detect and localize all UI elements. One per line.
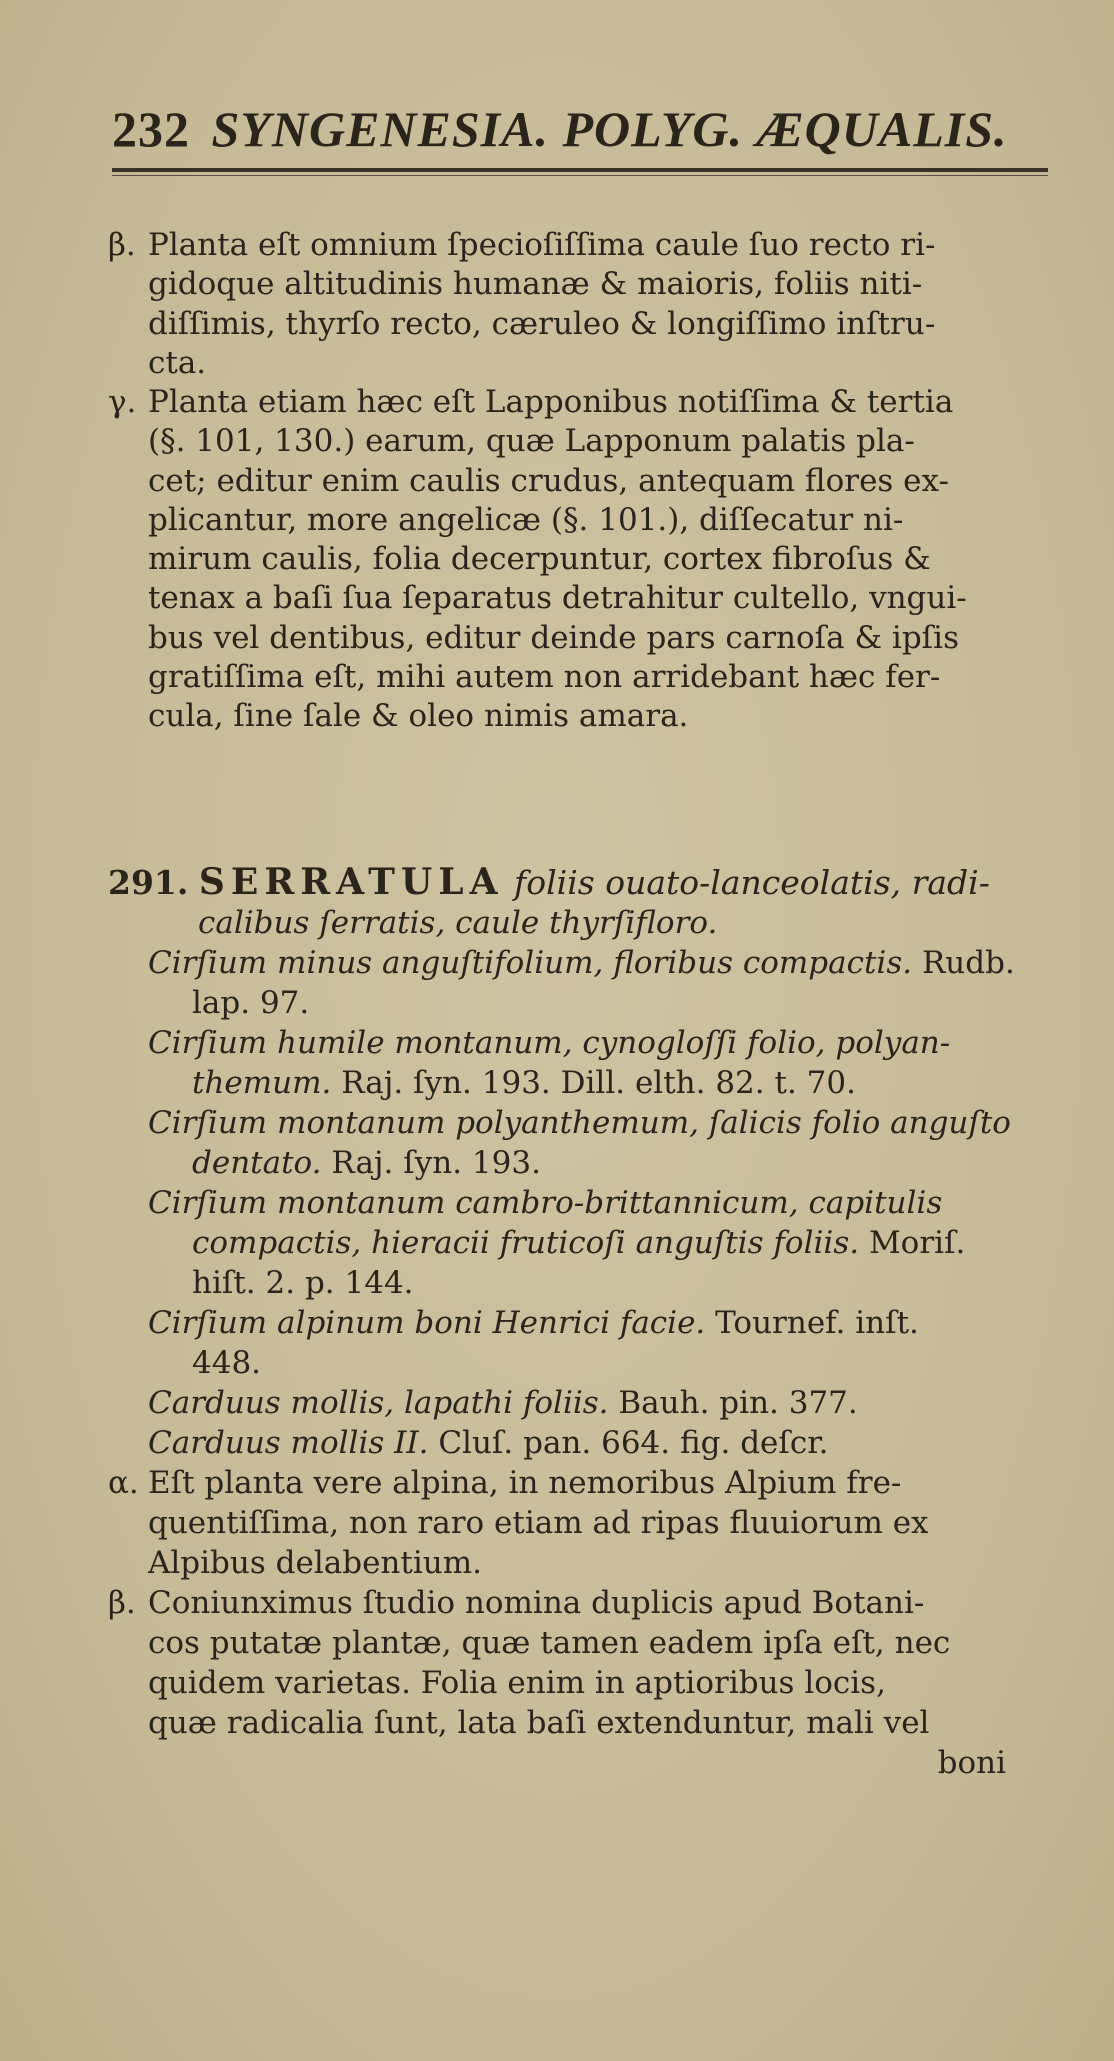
synonym-cont: compactis, hieracii fruticoſi anguſtis foliis. Moriſ. xyxy=(192,1225,966,1261)
synonym-cont: themum. Raj. ſyn. 193. Dill. elth. 82. t. 70. xyxy=(192,1065,856,1101)
diagnosis: foliis ouato-lanceolatis, radi- xyxy=(514,863,990,902)
synonym: Carduus mollis II. Cluſ. pan. 664. fig. deſcr. xyxy=(148,1425,829,1461)
synonym: Cirſium alpinum boni Henrici facie. Tournef. inſt. xyxy=(148,1305,919,1341)
text-line: plicantur, more angelicæ (§. 101.), diſſecatur ni- xyxy=(148,501,904,538)
text-line: α. Eſt planta vere alpina, in nemoribus Alpium fre- xyxy=(108,1465,902,1501)
paragraph-label: α. xyxy=(108,1465,139,1501)
text-line: (§. 101, 130.) earum, quæ Lapponum palatis pla- xyxy=(148,423,915,460)
catchword: boni xyxy=(937,1745,1006,1781)
header-rule xyxy=(112,168,1048,172)
synonym: Cirſium montanum polyanthemum, ſalicis folio anguſto xyxy=(148,1105,1011,1141)
text-line: diſſimis, thyrſo recto, cæruleo & longiſſimo inſtru- xyxy=(148,305,936,342)
header-rule-thin xyxy=(112,175,1048,176)
paragraph-label: γ. xyxy=(108,384,137,420)
text-line: cet; editur enim caulis crudus, antequam flores ex- xyxy=(148,462,949,499)
genus-name: SERRATULA xyxy=(198,861,504,903)
text-line: quæ radicalia ſunt, lata baſi extenduntur, mali vel xyxy=(148,1705,930,1741)
text-line: β. Planta eſt omnium ſpecioſiſſima caule ſuo recto ri- xyxy=(108,226,1048,265)
entry-number: 291. xyxy=(108,863,189,902)
synonym: Cirſium humile montanum, cynogloſſi folio, polyan- xyxy=(148,1025,951,1061)
synonym-cont: hiſt. 2. p. 144. xyxy=(192,1265,414,1301)
entry-291 xyxy=(108,861,1048,1783)
text-line: cula, ſine ſale & oleo nimis amara. xyxy=(148,698,689,735)
text-line: γ. Planta etiam hæc eſt Lapponibus notiſſima & tertia xyxy=(108,383,1048,422)
synonym-cont: 448. xyxy=(192,1345,262,1381)
text-line: β. Coniunximus ſtudio nomina duplicis apud Botani- xyxy=(108,1585,925,1621)
paragraph-beta-2 xyxy=(108,1583,1048,1783)
synonym: Cirſium montanum cambro-brittannicum, capitulis xyxy=(148,1185,943,1221)
text-line: bus vel dentibus, editur deinde pars carnoſa & ipſis xyxy=(148,619,959,656)
text-line: mirum caulis, folia decerpuntur, cortex fibroſus & xyxy=(148,541,931,578)
synonym: Cirſium minus anguſtifolium, floribus compactis. Rudb. xyxy=(148,945,1015,981)
synonym-cont: dentato. Raj. ſyn. 193. xyxy=(192,1145,541,1181)
text-line: cta. xyxy=(148,344,207,381)
page-number: 232 xyxy=(112,101,190,157)
synonym-list xyxy=(148,943,1048,1463)
running-title: SYNGENESIA. POLYG. ÆQUALIS. xyxy=(211,101,1008,157)
text-line: quidem varietas. Folia enim in aptioribus locis, xyxy=(148,1665,886,1701)
diagnosis-cont: calibus ſerratis, caule thyrſifloro. xyxy=(198,905,718,941)
text-line: gratiſſima eſt, mihi autem non arridebant hæc fer- xyxy=(148,659,941,696)
running-header xyxy=(112,100,1042,158)
text-line: cos putatæ plantæ, quæ tamen eadem ipſa eſt, nec xyxy=(148,1625,951,1661)
paragraph-label: β. xyxy=(108,1585,136,1621)
text-line: tenax a baſi ſua ſeparatus detrahitur cultello, vngui- xyxy=(148,580,967,617)
paragraph-alpha xyxy=(108,1463,1048,1583)
text-line: Alpibus delabentium. xyxy=(148,1545,482,1581)
paragraph-gamma xyxy=(108,383,1048,737)
text-line: quentiſſima, non raro etiam ad ripas fluuiorum ex xyxy=(148,1505,929,1541)
paragraph-label: β. xyxy=(108,227,136,263)
paragraph-beta xyxy=(108,226,1048,383)
synonym: Carduus mollis, lapathi foliis. Bauh. pin. 377. xyxy=(148,1385,858,1421)
synonym-cont: lap. 97. xyxy=(192,985,310,1021)
entry-heading xyxy=(108,862,1048,903)
text-line: gidoque altitudinis humanæ & maioris, foliis niti- xyxy=(148,266,923,303)
